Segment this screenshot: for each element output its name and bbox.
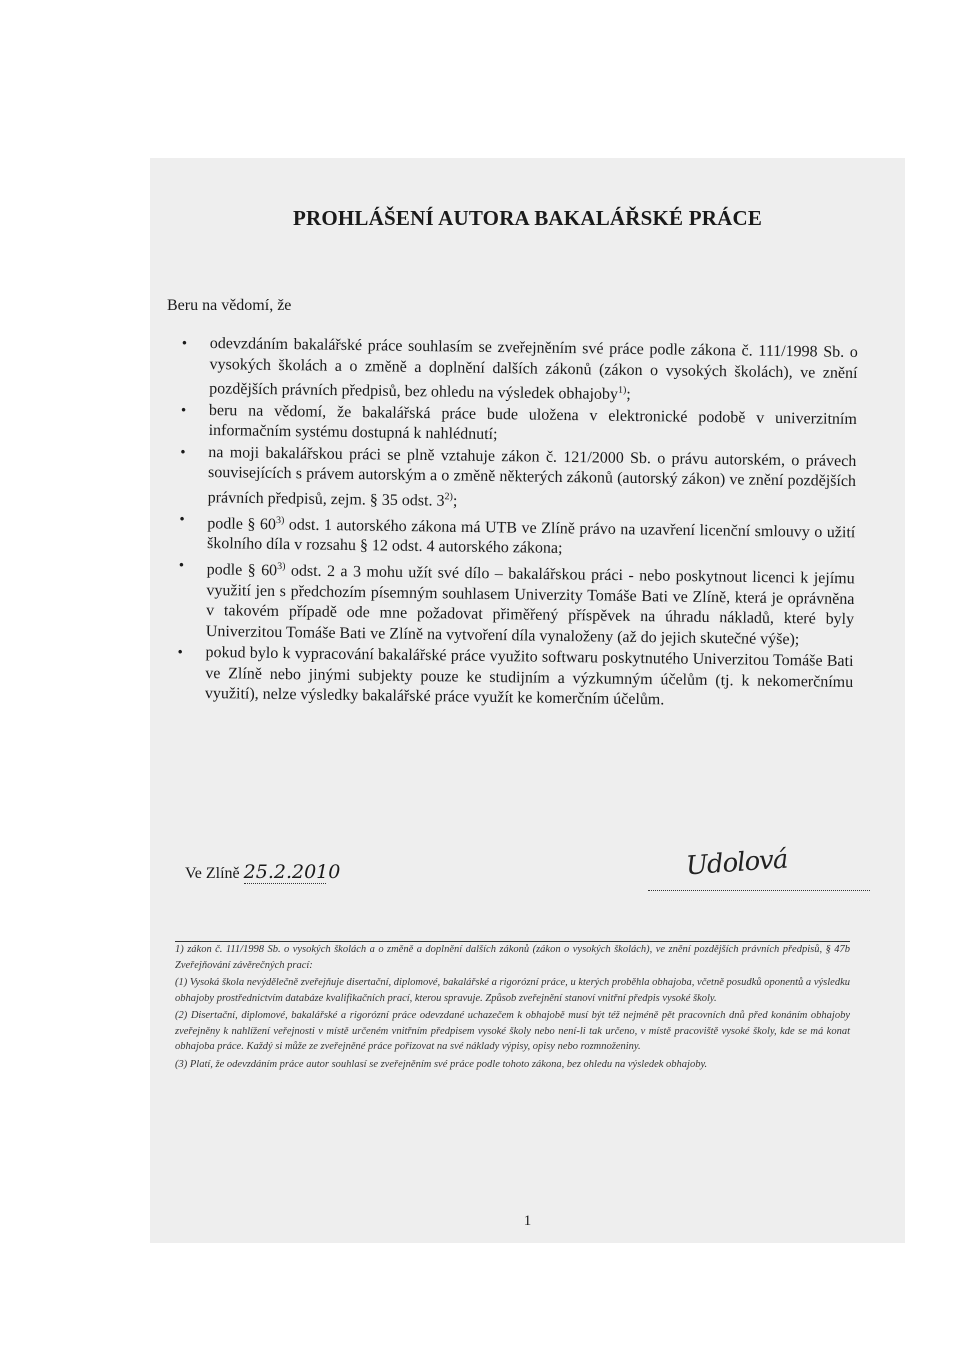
place-date-line	[185, 861, 341, 884]
handwritten-date: 25.2.2010	[243, 861, 341, 883]
footnote-ref: 3)	[275, 514, 285, 526]
footnotes	[175, 942, 850, 1074]
item-tail: ;	[626, 386, 631, 404]
item-text: pokud bylo k vypracování bakalářské práce využito softwaru poskytnutého Univerzitou Tomáše Bati ve Zlíně nebo jinými subjekty pouze ke studijním a výzkumným účelům (tj. k nekomerčnímu využití), nelze výsledky bakalářské práce využít ke komerčním účelům.	[204, 644, 854, 709]
list-item	[206, 556, 855, 651]
footnote: 1) zákon č. 111/1998 Sb. o vysokých školách a o změně a doplnění dalších zákonů (zákon o vysokých školách), ve znění pozdějších právních předpisů, § 47b Zveřejňování závěrečných prací:	[175, 944, 850, 971]
handwritten-signature: Udolová	[685, 844, 789, 882]
footnote: (3) Platí, že odevzdáním práce autor souhlasí se zveřejněním své práce podle tohoto zákona, bez ohledu na výsledek obhajoby.	[175, 1058, 708, 1070]
footnote-ref: 1)	[617, 384, 627, 396]
item-pre: podle § 60	[207, 514, 277, 533]
signature-line	[648, 846, 870, 891]
footnote: (1) Vysoká škola nevýdělečně zveřejňuje disertační, diplomové, bakalářské a rigorózní práce, u kterých proběhla obhajoba, včetně posudků oponentů a výsledku obhajoby prostřednictvím databáze kvalifikačních prací, kterou spravuje. Způsob zveřejnění stanoví vnitřní předpis vysoké školy.	[175, 977, 850, 1004]
item-text: odevzdáním bakalářské práce souhlasím se zveřejněním své práce podle zákona č. 111/1998 Sb. o vysokých školách a o změně a doplnění dalších zákonů (zákon o vysokých školách), ve znění pozdějších právních předpisů, bez ohledu na výsledek obhajoby	[209, 334, 858, 404]
footnote-ref: 3)	[277, 560, 286, 573]
item-text: na moji bakalářskou práci se plně vztahuje zákon č. 121/2000 Sb. o právu autorském, o právech souvisejících s právem autorským a o změně některých zákonů (autorský zákon) ve znění pozdějších právních předpisů, zejm. § 35 odst. 3	[207, 443, 857, 510]
item-pre: podle § 60	[206, 561, 278, 580]
footnote: (2) Disertační, diplomové, bakalářské a rigorózní práce odevzdané uchazečem k obhajobě musí být též nejméně pět pracovních dnů před konáním obhajoby zveřejněny k nahlížení veřejnosti v místě určeném vnitřním předpisem vysoké školy nebo není-li tak určeno, v místě pracoviště vysoké školy, kde se má konat obhajoba práce. Každý si může ze zveřejněné práce pořizovat na své náklady výpisy, opisy nebo rozmnoženiny.	[175, 1010, 850, 1052]
list-item	[209, 334, 858, 409]
page-number: 1	[523, 1213, 532, 1229]
item-tail: ;	[452, 492, 458, 510]
intro-text: Beru na vědomí, že	[167, 297, 292, 314]
list-item	[207, 510, 856, 564]
item-text: odst. 1 autorského zákona má UTB ve Zlíně právo na uzavření licenční smlouvy o užití školního díla v rozsahu § 12 odst. 4 autorského zákona;	[206, 516, 856, 558]
document-title: PROHLÁŠENÍ AUTORA BAKALÁŘSKÉ PRÁCE	[292, 206, 763, 230]
item-text: beru na vědomí, že bakalářská práce bude uložena v elektronické podobě v univerzitním informačním systému dostupná k nahlédnutí;	[208, 401, 857, 444]
footnote-ref: 2)	[444, 491, 454, 503]
list-item	[205, 643, 854, 714]
place-label: Ve Zlíně	[185, 865, 240, 882]
scanned-page	[150, 158, 905, 1243]
list-item	[208, 443, 857, 518]
item-text: odst. 2 a 3 mohu užít své dílo – bakalářskou práci - nebo poskytnout licenci k jejímu využití jen s předchozím písemným souhlasem Univerzity Tomáše Bati ve Zlíně, která je oprávněna v takovém případě ode mne požadovat přiměřený příspěvek na úhradu nákladů, které byly Univerzitou Tomáše Bati ve Zlíně na vytvoření díla vynaloženy (až do jejich skutečné výše);	[205, 562, 855, 649]
declaration-list	[205, 334, 858, 715]
